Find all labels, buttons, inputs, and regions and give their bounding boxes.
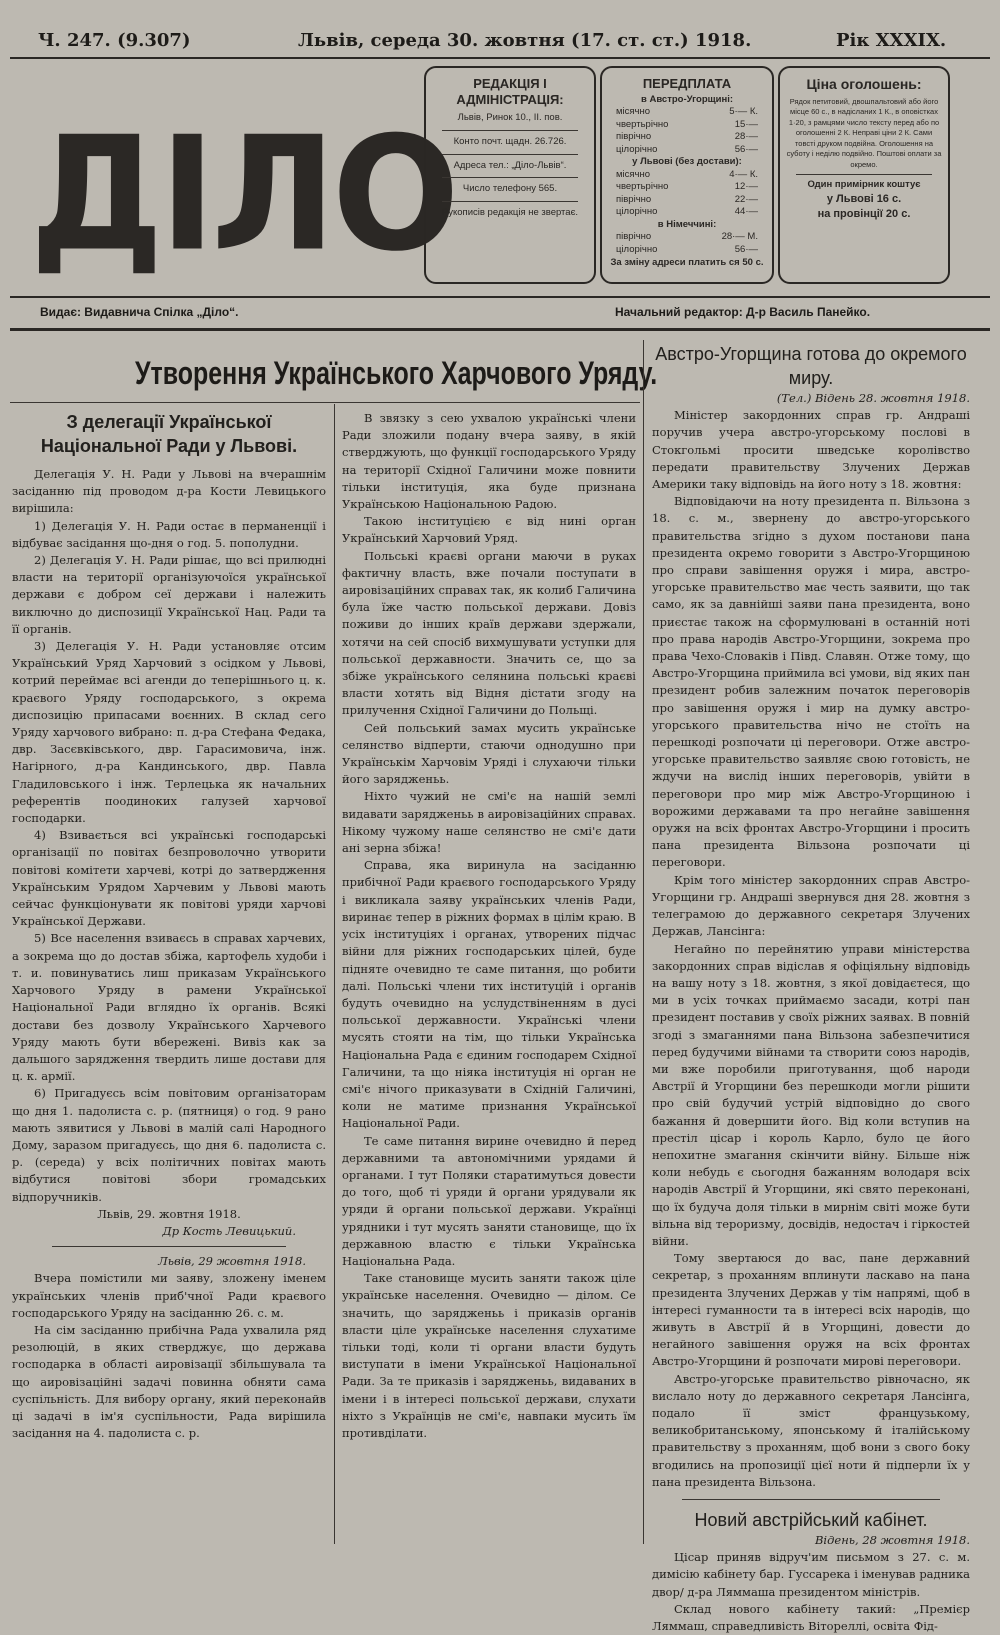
subscription-price: 4·— К. xyxy=(729,168,758,180)
subscription-austria-list xyxy=(608,106,766,156)
subscription-term: піврічно xyxy=(616,231,652,243)
masthead-rule xyxy=(10,296,990,298)
editorial-note: Рукописів редакція не звертає. xyxy=(441,207,579,219)
dateline-2: Львів, 29 жовтня 1918. xyxy=(158,1254,306,1269)
editorial-phone: Число телефону 565. xyxy=(462,183,558,195)
paragraph: Сей польський замах мусить українське селянство відперти, стаючи однодушно при Українськім Харчовім Уряді і слухаючи тільки його зарядженьь. xyxy=(342,720,636,787)
subscription-price: 12·— xyxy=(734,181,758,193)
subscription-germany-list xyxy=(608,231,766,256)
article-title-cabinet: Новий австрійський кабінет. xyxy=(694,1510,928,1530)
column-1 xyxy=(12,410,326,1542)
subscription-term: цілорічно xyxy=(616,243,658,255)
editorial-heading: РЕДАКЦІЯ І АДМІНІСТРАЦІЯ: xyxy=(456,76,564,107)
paragraph: 1) Делегація У. Н. Ради остає в перманенції і відбуває засідання що-дня о год. 5. пополудни. xyxy=(12,518,326,550)
volume-year: Рік XXXIX. xyxy=(836,30,947,51)
paragraph: 3) Делегація У. Н. Ради установляє отсим Український Уряд Харчовий з осідком у Львові, котрий переймає всі агенди до теперішнього ц. к. краєвого Уряду господарського, з окрема диспозицію припасами воєнних. В склад сего Уряду харчового вибрано: п. д-ра Стефана Федака, двр. Засєвківського, двр. Гарасимовича, інж. Нагірного, д-ра Кандинського, двр. Павла Гладиловського і інж. Терлецька як начальних референтів поодиноких галузей харчової господарки. xyxy=(12,639,326,826)
paragraph: Польські краєві органи маючи в руках фактичну власть, вже почали поступати в аировізаційних справах так, як колиб Галичина була їже частю польської держави. Довіз поживи до інших країв держави здержали, хотячи на сей спосіб вихмушувати уступки для польської державности. Значить се, що за збіже українського селянина польські краєві власти хотять від Відня дістати згоду на прилучення Східної Галичини до Польщі. xyxy=(342,548,636,718)
column-1-body xyxy=(12,466,326,1206)
subscription-row xyxy=(608,231,766,244)
column-2 xyxy=(342,410,636,1542)
headline-rule xyxy=(10,402,640,403)
place-date: Львів, 29. жовтня 1918. xyxy=(97,1206,241,1221)
column-3-body-2 xyxy=(652,1549,970,1635)
publisher: Видає: Видавнича Спілка „Діло“. xyxy=(40,305,239,319)
article-title-peace: Австро-Угорщина готова до окремого миру. xyxy=(655,344,967,388)
signature: Др Кость Левицький. xyxy=(162,1223,296,1238)
subscription-row xyxy=(608,244,766,257)
subscription-price: 15·— xyxy=(734,118,758,130)
editorial-account: Конто почт. щадн. 26.726. xyxy=(453,135,567,147)
column-3-body xyxy=(652,407,970,1491)
column-2-body xyxy=(342,410,636,1442)
subscription-lviv-label: у Львові (без достави): xyxy=(632,156,742,168)
paragraph: Такою інституцією є від нині орган Український Харчовий Уряд. xyxy=(342,514,636,546)
subscription-term: піврічно xyxy=(616,131,652,143)
subscription-term: цілорічно xyxy=(616,143,658,155)
paragraph: Австро-угорське правительство рівночасно, як вислало ноту до державного секретаря Лансінга, подало її зміст французькому, великобританському, японському й італійському правительству з проханням, щоб вони з свого боку вгодились на пропозиції цієї ноти й підперли їх у пана президента Вільзона. xyxy=(652,1371,970,1489)
paragraph: Склад нового кабінету такий: „Премієр Ляммаш, справедливість Вітореллі, освіта Фід- xyxy=(652,1601,970,1634)
column-1-subtitle: З делегації Української Національної Ради у Львові. xyxy=(40,412,298,456)
ads-price-province: на провінції 20 с. xyxy=(817,207,911,220)
subscription-row xyxy=(608,169,766,182)
article-dateline-cabinet: Відень, 28 жовтня 1918. xyxy=(814,1533,970,1547)
subscription-term: піврічно xyxy=(616,193,652,205)
subscription-term: чвертьрічно xyxy=(616,118,669,130)
ads-heading: Ціна оголошень: xyxy=(806,76,922,92)
subscription-price: 5·— К. xyxy=(729,106,758,118)
subscription-row xyxy=(608,144,766,157)
paragraph: Негайно по перейнятию управи міністерства закордонних справ відіслав я офіціяльну відповідь на вашу ноту з 18. жовтня, з якої довідаєтеся, що ми в усіх точках приймаємо засади, котрі пан президент поставив у своїх ріжних заявах. В повній згоді з змаганнями пана Вільзона забезпечитися перед будучими війнами та створити союз народів, ми вже поробили приготування, щоб народи Австрії й Угорщини без перешкоди могли рішити про свій будучий устрій відповідно до свого бажання й довершити його. Від коли вступив на престіл цісар і король Карло, було це його непохитне змагання скінчити війну. Більше ніж коли небудь є сьогодня бажанням володаря всіх народів Австрії й Угорщини, які свято переконані, що їх будуча доля тільки в мирнім світі може бути вільна від тероризму, досвідів, недостач і гіркостей війни. xyxy=(652,941,970,1248)
ads-price-lviv: у Львові 16 с. xyxy=(826,193,902,206)
subscription-row xyxy=(608,119,766,132)
chief-editor: Начальний редактор: Д-р Василь Панейко. xyxy=(615,305,871,319)
column-1-more xyxy=(12,1270,326,1442)
subscription-price: 56·— xyxy=(734,143,758,155)
masthead-line xyxy=(0,30,1000,56)
subscription-term: місячно xyxy=(616,168,651,180)
editorial-address: Львів, Ринок 10., II. пов. xyxy=(457,112,563,124)
ads-rates: Рядок петитовий, двошпальтовий або його місце 60 с., в надісланих 1 К., в оповістках 1·20, з рамцями число тексту перед або по оголошенні 2 К. Неправі ціни 2 К. Сами товсті друком подвійна. Оголошення на суботу і неділю подвійно. Поштові оплати за окремо. xyxy=(786,96,942,169)
paragraph: Те саме питання вирине очевидно й перед державними та автономічними урядами й органами. І тут Поляки старатимуться довести до того, щоб ті уряди й органи урядували як уряди й органи польської держави. Українці урядники і тут мусять заняти становище, що їх державною властю є тільки Українська Національна Рада. xyxy=(342,1133,636,1268)
paragraph: Вчера помістили ми заяву, зложену іменем українських членів приб'чної Ради краєвого господарського Уряду на засіданню 26. с. м. xyxy=(12,1271,326,1320)
paragraph: 6) Пригадуєсь всім повітовим організаторам що дня 1. падолиста с. р. (пятниця) о год. 9 рано мають зявитися у Львові в малій салі Народного Дому, заразом пригадуєсь, що дня 6. падолиста с. р. (середа) у всіх політичних повітах мають відбутися повітові збори громадських відпоручників. xyxy=(12,1086,326,1204)
paragraph: Відповідаючи на ноту президента п. Вільзона з 18. с. м., звернену до австро-угорського правительства згідно з духом постанови пана президента окремо говорити з Австро-Угорщиною про справи завішення оружя і мира, австро-угорське правительство має честь заявити, що так само, як за давнійші заяви пана президента, воно приєстає також на сформулювані в останній ноті про права народів Австро-Угорщини, зокрема про права Чехо-Словаків і Півд. Славян. Отже тому, що Австро-Угорщина приймила всі умови, від яких пан президент робив залежним початок переговорів про завішення оружя і мир на думку австро-угорського правительства нічо не стоїть на перешкоді розпочати ці переговори. Отже австро-угорське правительство заявляє свою готовість, не ждучи на вислід інших переговорів, увійти в переговори про мир між Австро-Угорщиною і ворожими державами та про негайне завішення оружя на всіх фронтах Австро-Угорщини і просить пана президента Вільзона розпочати ці переговори. xyxy=(652,494,970,870)
subscription-germany-label: в Німеччині: xyxy=(657,218,717,230)
subscription-term: місячно xyxy=(616,106,651,118)
paragraph: Делегація У. Н. Ради у Львові на вчерашнім засіданню під проводом д-ра Кости Левицького вирішила: xyxy=(12,467,326,516)
paragraph: Крім того міністер закордонних справ Австро-Угорщини гр. Андраші звернувся дня 28. жовтня з телеграмою до державного секретаря Злучених Держав, Лансінга: xyxy=(652,872,970,939)
subscription-term: цілорічно xyxy=(616,206,658,218)
subscription-row xyxy=(608,181,766,194)
subscription-price: 56·— xyxy=(734,243,758,255)
paragraph: Цісар приняв відруч'им письмом з 27. с. м. димісію кабінету бар. Гуссарека і іменував радника двор/ д-ра Ляммаша президентом міністрів. xyxy=(652,1550,970,1599)
subscription-lviv-list xyxy=(608,169,766,219)
column-rule-2 xyxy=(643,340,644,1544)
subscription-price: 22·— xyxy=(734,193,758,205)
editorial-telegraph: Адреса тел.: „Діло-Львів“. xyxy=(453,159,567,171)
paragraph: На сім засіданню прибічна Рада ухвалила ряд резолюцій, в яких стверджує, що держава господарка в області аировізації збільшувала та що аировізаційні задачі повинна обняти сама суспільність. Для вибору органу, який переконайв ці задачі в ім'я суспільности, Рада вирішила засідання на 4. падолиста с. р. xyxy=(12,1322,326,1441)
editorial-box xyxy=(424,66,596,284)
paragraph: 5) Все населення взиваєсь в справах харчевих, а зокрема що до достав збіжа, картофель худоби і т. и. повинуватись лиш приказам Українського Харчового Уряду в рамени Української Національної Ради вглядно їх органів. Всякі достави без дозволу Українського Харчевого Уряду мають бути вбережені. Вивіз как за дальшого зарядження твердить лише достави для ц. к. армії. xyxy=(12,931,326,1084)
imprint-rule xyxy=(10,328,990,331)
subscription-row xyxy=(608,206,766,219)
column-rule-1 xyxy=(334,404,335,1544)
article-dateline-peace: (Тел.) Відень 28. жовтня 1918. xyxy=(776,391,970,405)
paragraph: 2) Делегація У. Н. Ради рішає, що всі прилюдні власти на території організуючоїся української держави є добром сеї держави і належить виключно до диспозиції Української Нац. Ради та її органів. xyxy=(12,553,326,636)
paragraph: Таке становище мусить заняти також ціле українське населення. Очевидно — ділом. Се значить, що зарядженьь і приказів органів власти ціле українське населення слухатиме тільки тоді, коли ті органи власти будуть виступати в імени Української Національної Ради. За те приказів і зарядженьь, видаваних в імени і в інтересі польської держави, слухати ніхто з Українців не смі'є, навпаки мусить їм противділати. xyxy=(342,1271,636,1440)
subscription-heading: ПЕРЕДПЛАТА xyxy=(642,76,732,91)
subscription-term: чвертьрічно xyxy=(616,181,669,193)
paragraph: Тому звертаюся до вас, пане державний секретар, з проханням вплинути ласкаво на пана президента Злучених Держав у тім напрямі, щоб в інтересі гуманности та в інтересі всіх народів, що живуть в Австрії й в Угорщині, довести до негайного завішення оружя на всіх фронтах Австро-Угорщини й розпочати мирові переговори. xyxy=(652,1251,970,1369)
paragraph: Справа, яка виринула на засіданню прибічної Ради краєвого господарського Уряду і викликала заяву українських членів Ради, виринає тепер в ріжних формах в цілім краю. В усіх інституціях і органах, утворених підчас війни для ріжних господарських цілей, буде підняте очевидно те саме питання, що робити далі. Польські члени тих інституцій і органів будуть очевидно на услудствіненням в дусі польської державности. Українські члени мусять стояти на тім, що тільки Українська Національна Рада є єдиним господарем Східної Галичини, та що ніяка інституція ні орган не смі'є нічого приказувати в Східній Галичині, коли не матиме признання Української Національної Ради. xyxy=(342,858,636,1131)
subscription-note: За зміну адреси платить ся 50 с. xyxy=(610,256,764,268)
subscription-price: 44·— xyxy=(734,206,758,218)
paragraph: В звязку з сею ухвалою українські члени Ради зложили подану вчера заяву, в якій стверджують, що функції господарського Уряду на території Східної Галичини може повнити тільки інституція, яка буде признана Українською Національною Радою. xyxy=(342,411,636,512)
column-3 xyxy=(652,342,970,1634)
dateline: Львів, середа 30. жовтня (17. ст. ст.) 1918. xyxy=(298,30,752,51)
subscription-austria-label: в Австро-Угорщині: xyxy=(640,93,734,105)
issue-number: Ч. 247. (9.307) xyxy=(38,30,191,51)
ads-price-label: Один примірник коштує xyxy=(807,179,921,191)
subscription-price: 28·— xyxy=(734,131,758,143)
subscription-row xyxy=(608,131,766,144)
ads-box xyxy=(778,66,950,284)
subscription-row xyxy=(608,194,766,207)
subscription-row xyxy=(608,106,766,119)
newspaper-logo: ДІЛО xyxy=(30,103,456,287)
paragraph: 4) Взивається всі українські господарські організації по повітах безпроволочно утворити повітові комітети харчеві, котрі до затвердження Українським Урядом Харчевим у Львові мають сейчас функціонувати як повітові уряди харчові Української Держави. xyxy=(12,828,326,929)
top-rule xyxy=(10,57,990,59)
paragraph: Ніхто чужий не смі'є на нашій землі видавати зарядженьь в аировізаційних справах. Нікому чужому наше селянство не смі'є дати ані зерна збіжа! xyxy=(342,789,636,856)
subscription-box xyxy=(600,66,774,284)
paragraph: Міністер закордонних справ гр. Андраші поручив учера австро-угорському послові в Стокгольмі просити шведське королівство передати правительству Злучених Держав Америки таку відповідь на його ноту з 18. жовтня: xyxy=(652,408,970,492)
subscription-price: 28·— М. xyxy=(721,231,758,243)
main-headline: Утворення Українського Харчового Уряду. xyxy=(135,355,658,391)
